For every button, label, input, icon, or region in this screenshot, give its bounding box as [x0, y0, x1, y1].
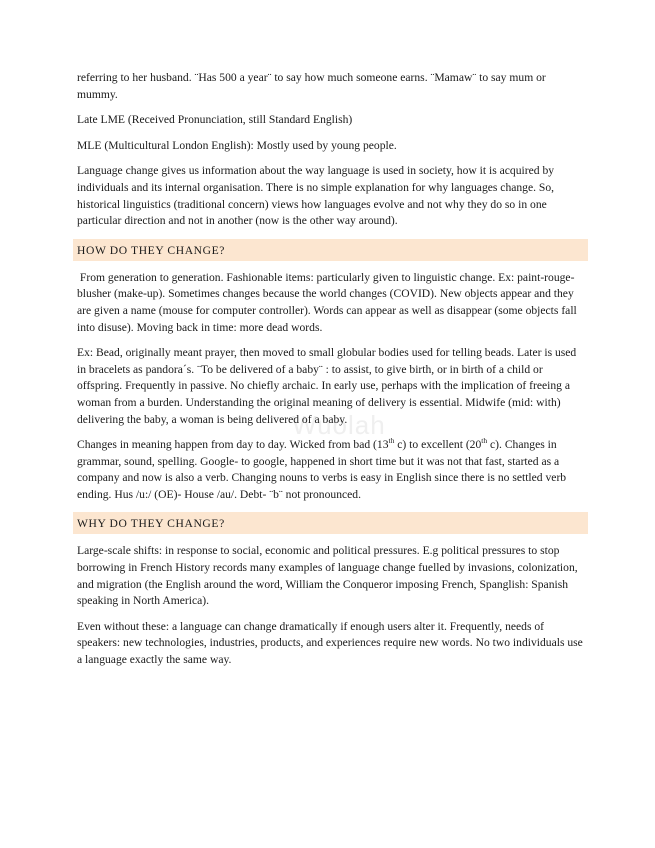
section-heading-why: WHY DO THEY CHANGE?	[73, 512, 588, 534]
superscript: th	[388, 436, 395, 446]
watermark: Wuolah	[292, 410, 386, 440]
paragraph-generation: From generation to generation. Fashionable items: particularly given to linguistic change. Ex: paint-rouge-blusher (make-up). Sometimes changes because the world changes (COVID). New objects appear and they are given a name (mouse for computer controller). Words can appear as well as disappear (some objects fall into disuse). Moving back in time: more dead words.	[77, 270, 580, 334]
paragraph-bead-example: Ex: Bead, originally meant prayer, then moved to small globular bodies used for telling beads. Later is used in bracelets as pandora´s. ¨To be delivered of a baby¨ : to assist, to give birth, or in birth of a child or offspring. Frequently in passive. No chiefly archaic. In early use, perhaps with the implication of freeing a woman from a burden. Understanding the original meaning of delivery is essential. Midwife (mid: with) delivering the baby, a woman is being delivered of a baby.	[77, 346, 577, 426]
superscript: th	[481, 436, 488, 446]
paragraph-meaning-changes	[77, 437, 584, 503]
paragraph-large-scale-shifts: Large-scale shifts: in response to social, economic and political pressures. E.g political pressures to stop borrowing in French History records many examples of language change fuelled by invasions, colonization, and migration (the English around the word, William the Conqueror imposing French, Spanglish: Spanish speaking in North America).	[77, 544, 578, 608]
section-heading-how: HOW DO THEY CHANGE?	[73, 239, 588, 261]
text-segment: Changes in meaning happen from day to day. Wicked from bad (13	[77, 438, 389, 452]
paragraph-language-change: Language change gives us information about the way language is used in society, how it is acquired by individuals and its internal organisation. There is no simple explanation for why languages change. So, historical linguistics (traditional concern) views how languages evolve and not why they do so in one particular direction and not in another (now is the other way around).	[77, 164, 555, 228]
paragraph-late-lme: Late LME (Received Pronunciation, still Standard English)	[77, 113, 353, 127]
paragraph-mle: MLE (Multicultural London English): Mostly used by young people.	[77, 138, 397, 152]
document-page	[77, 70, 584, 678]
paragraph-even-without: Even without these: a language can change dramatically if enough users alter it. Frequently, needs of speakers: new technologies, industries, products, and experiences require new words. No two individuals use a language exactly the same way.	[77, 619, 583, 667]
paragraph-husband: referring to her husband. ¨Has 500 a year¨ to say how much someone earns. ¨Mamaw¨ to say mum or mummy.	[77, 71, 546, 101]
text-segment: c) to excellent (20	[394, 438, 482, 452]
text-segment: c). Changes in grammar, sound, spelling. Google- to google, happened in short time but it was not that fast, started as a company and now is also a verb. Changing nouns to verbs is easy in English since there is no settled verb ending. Hus /u:/ (OE)- House /au/. Debt- ¨b¨ not pronounced.	[77, 438, 567, 501]
